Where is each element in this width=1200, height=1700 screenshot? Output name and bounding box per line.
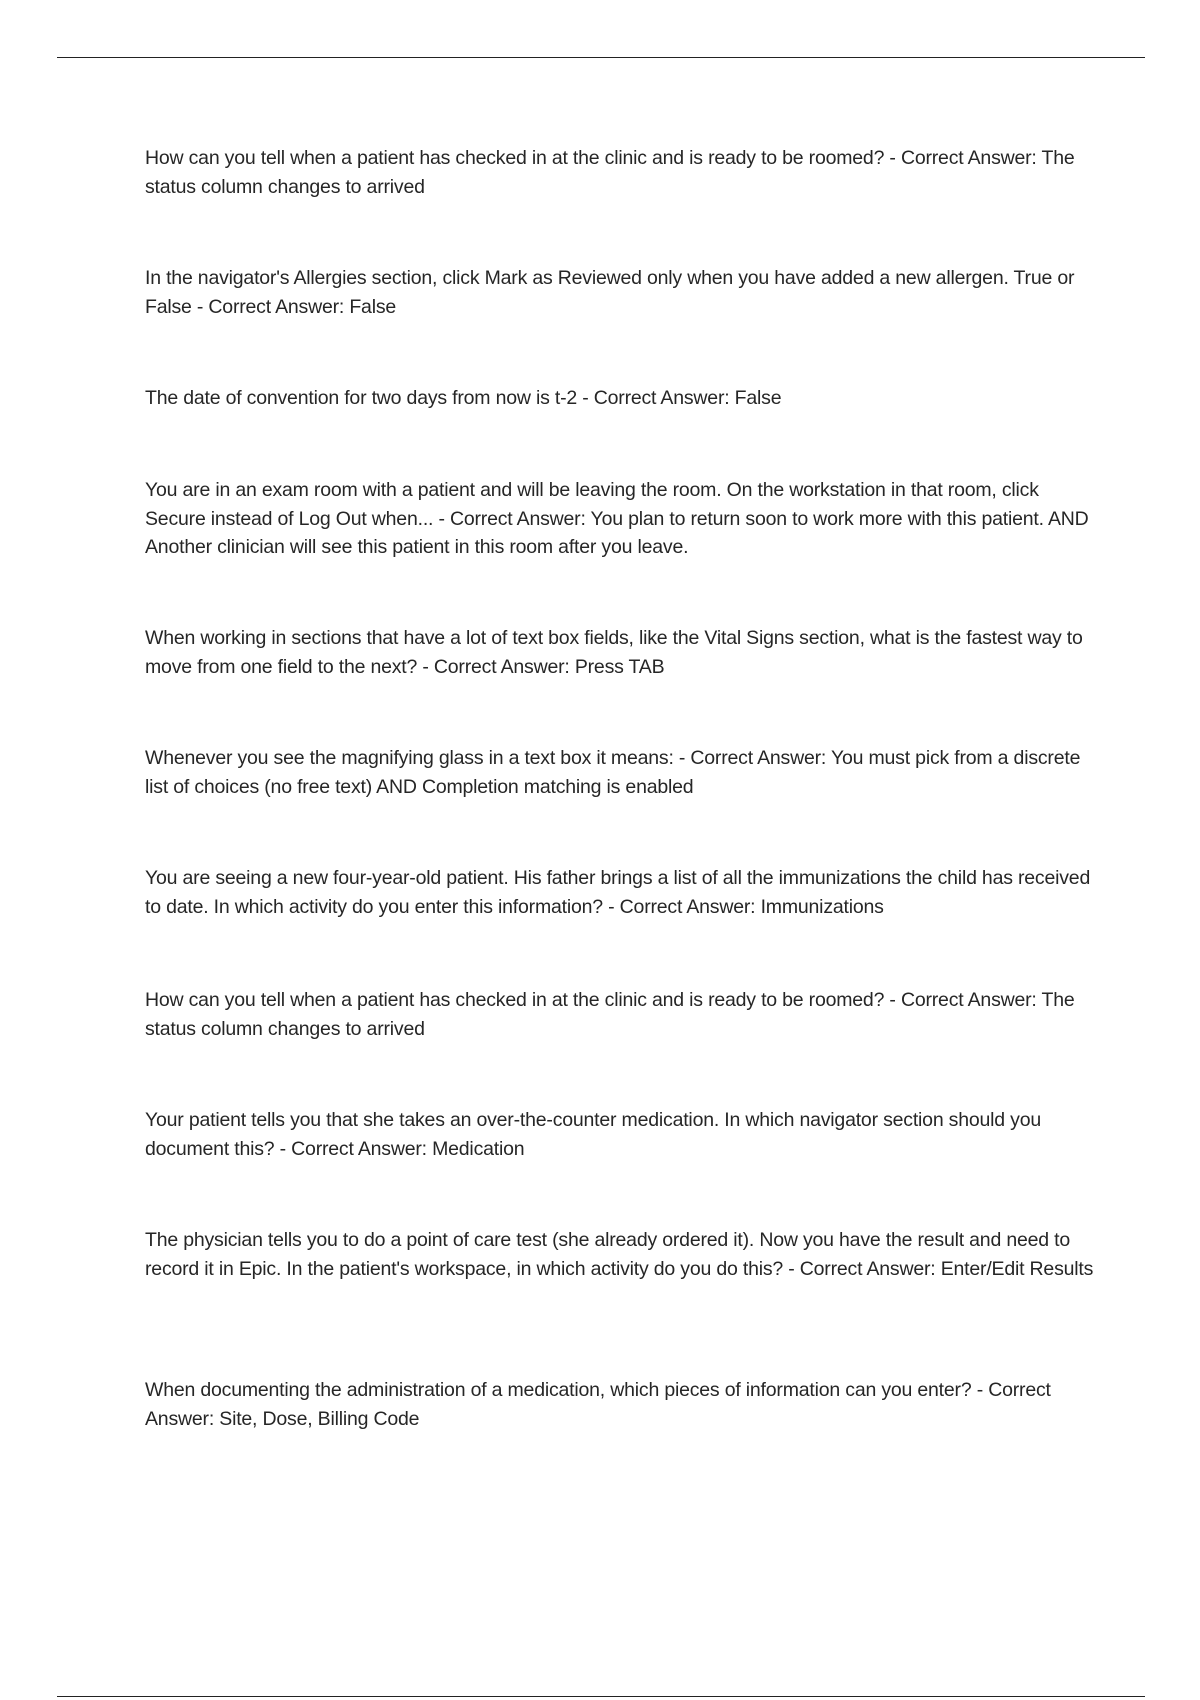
qa-item-2: In the navigator's Allergies section, click Mark as Reviewed only when you have added a new allergen. True or False - Correct Answer: False	[145, 267, 1075, 318]
qa-item-1: How can you tell when a patient has checked in at the clinic and is ready to be roomed? - Correct Answer: The status column changes to arrived	[145, 147, 1075, 198]
qa-item-9: Your patient tells you that she takes an over-the-counter medication. In which navigator section should you document this? - Correct Answer: Medication	[145, 1109, 1042, 1160]
qa-item-11: When documenting the administration of a medication, which pieces of information can you enter? - Correct Answer: Site, Dose, Billing Code	[145, 1379, 1051, 1430]
qa-item-6: Whenever you see the magnifying glass in a text box it means: - Correct Answer: You must pick from a discrete list of choices (no free text) AND Completion matching is enabled	[145, 747, 1081, 798]
qa-item-7: You are seeing a new four-year-old patient. His father brings a list of all the immunizations the child has received to date. In which activity do you enter this information? - Correct Answer: Immunizations	[145, 867, 1091, 918]
qa-item-4: You are in an exam room with a patient and will be leaving the room. On the workstation in that room, click Secure instead of Log Out when... - Correct Answer: You plan to return soon to work more with this patient. AND Another clinician will see this patient in this room after you leave.	[145, 479, 1089, 558]
qa-item-10: The physician tells you to do a point of care test (she already ordered it). Now you have the result and need to record it in Epic. In the patient's workspace, in which activity do you do this? - Correct Answer: Enter/Edit Results	[145, 1229, 1094, 1280]
qa-item-5: When working in sections that have a lot of text box fields, like the Vital Signs section, what is the fastest way to move from one field to the next? - Correct Answer: Press TAB	[145, 627, 1083, 678]
header-rule	[57, 57, 1145, 58]
footer-rule	[57, 1696, 1145, 1697]
qa-item-3: The date of convention for two days from now is t-2 - Correct Answer: False	[145, 387, 782, 409]
qa-item-8: How can you tell when a patient has checked in at the clinic and is ready to be roomed? - Correct Answer: The status column changes to arrived	[145, 989, 1075, 1040]
